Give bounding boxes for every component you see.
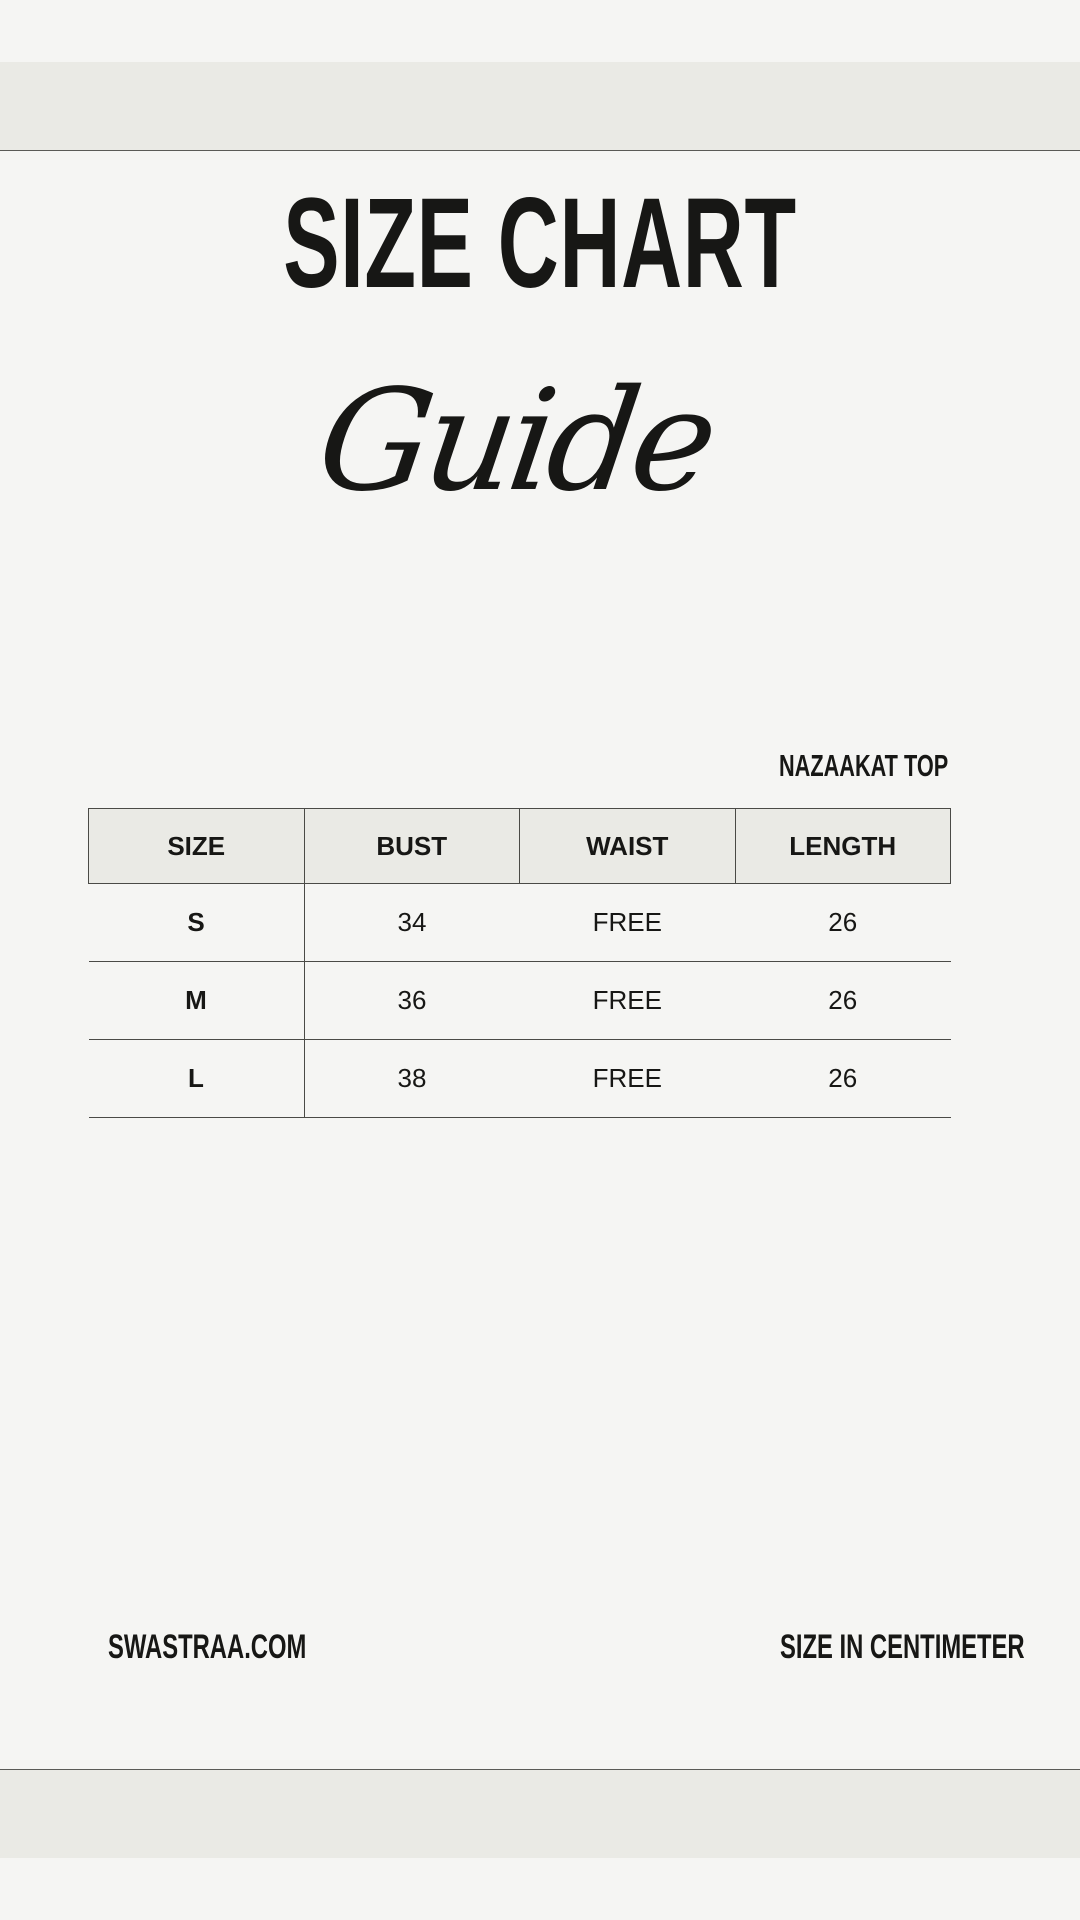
waist-cell: FREE	[520, 1040, 736, 1118]
waist-cell: FREE	[520, 884, 736, 962]
column-header-waist: WAIST	[520, 809, 736, 884]
bust-cell: 36	[304, 962, 520, 1040]
length-cell: 26	[735, 884, 951, 962]
table-row	[89, 962, 951, 1040]
product-name: NAZAAKAT TOP	[779, 748, 949, 783]
size-cell: S	[89, 884, 305, 962]
table-row	[89, 884, 951, 962]
column-header-size: SIZE	[89, 809, 305, 884]
bust-cell: 38	[304, 1040, 520, 1118]
column-header-length: LENGTH	[735, 809, 951, 884]
waist-cell: FREE	[520, 962, 736, 1040]
guide-script-heading: Guide	[308, 360, 722, 523]
bust-cell: 34	[304, 884, 520, 962]
size-table	[88, 808, 951, 1118]
size-cell: L	[89, 1040, 305, 1118]
length-cell: 26	[735, 962, 951, 1040]
website-link[interactable]: SWASTRAA.COM	[108, 1628, 307, 1666]
size-cell: M	[89, 962, 305, 1040]
length-cell: 26	[735, 1040, 951, 1118]
units-note: SIZE IN CENTIMETER	[780, 1628, 1025, 1666]
bottom-band	[0, 1769, 1080, 1858]
column-header-bust: BUST	[304, 809, 520, 884]
table-header-row	[89, 809, 951, 884]
table-row	[89, 1040, 951, 1118]
page-title: SIZE CHART	[283, 172, 797, 315]
top-band	[0, 62, 1080, 151]
